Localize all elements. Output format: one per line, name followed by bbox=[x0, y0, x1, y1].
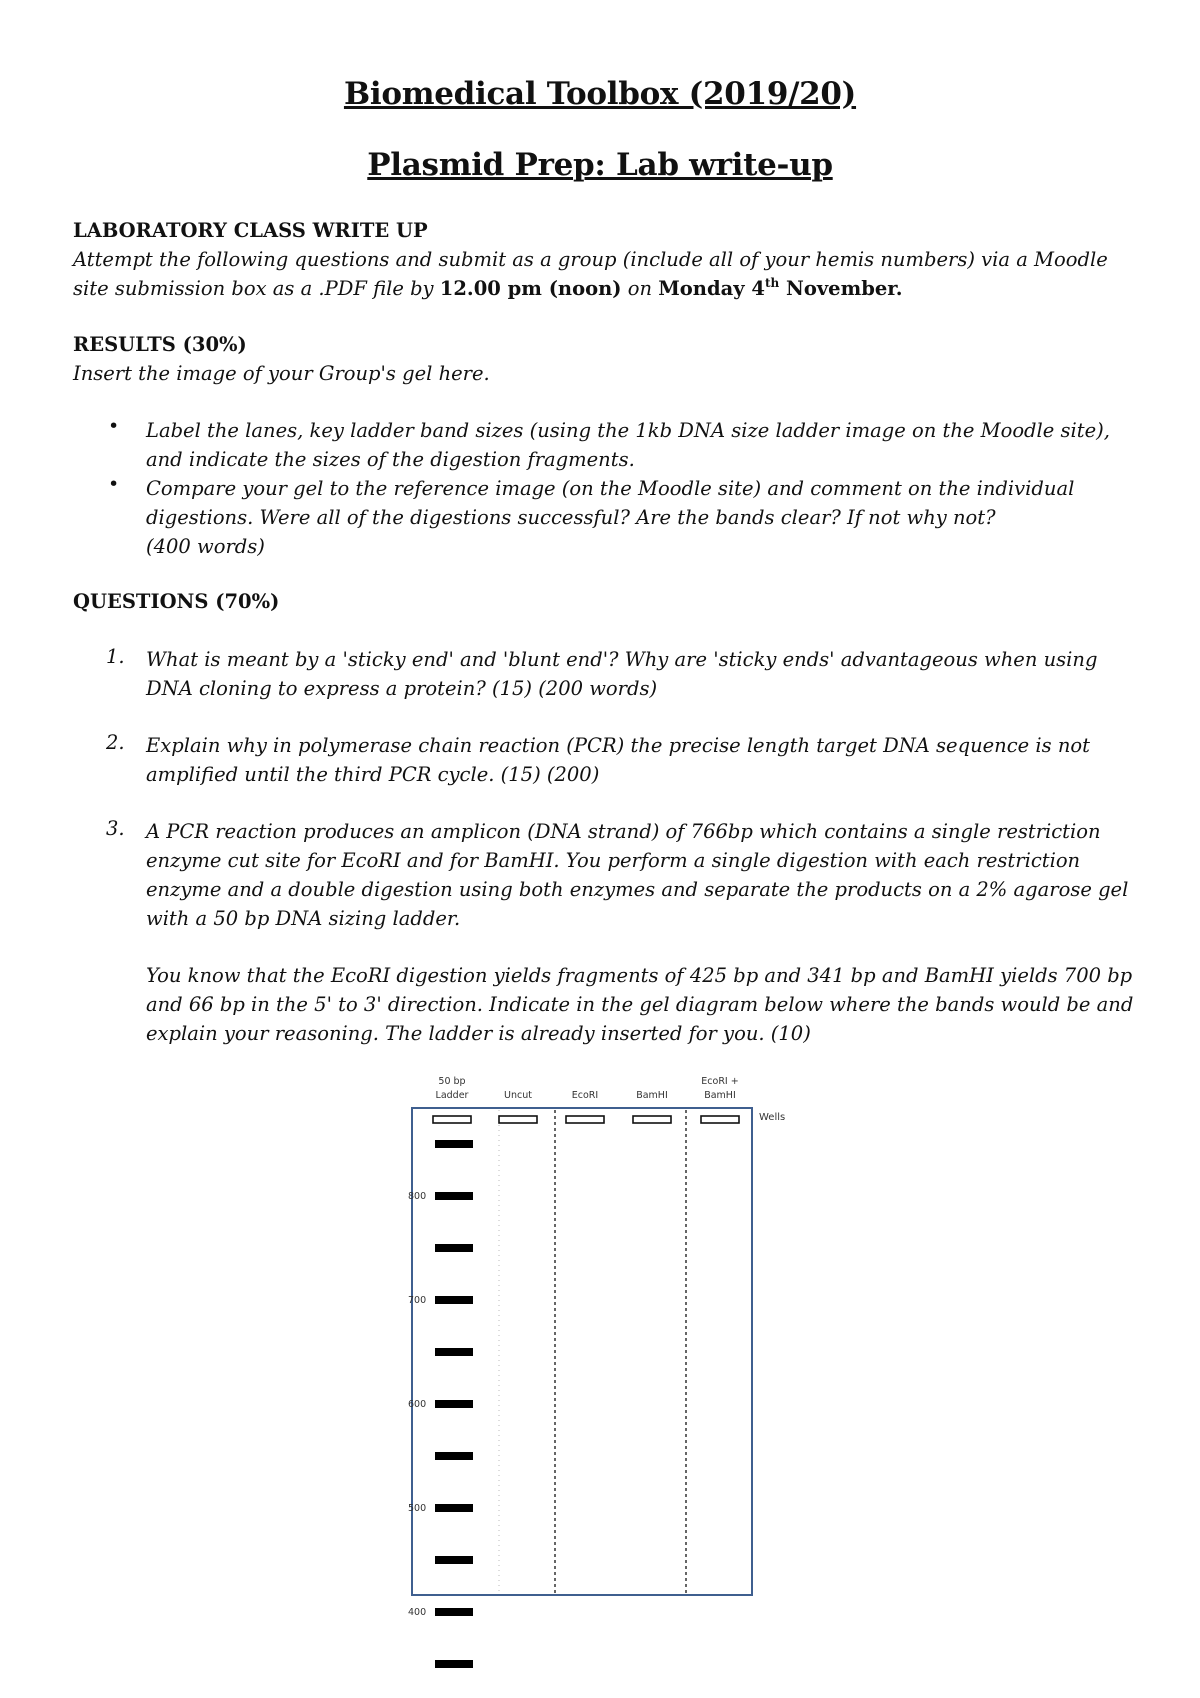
questions-heading bbox=[73, 587, 1143, 616]
deadline-date-main: Monday 4 bbox=[658, 277, 765, 300]
ladder-band bbox=[435, 1348, 473, 1356]
bullet-mark: • bbox=[108, 473, 120, 495]
gel-diagram bbox=[400, 1070, 800, 1618]
results-heading: RESULTS (30%) bbox=[73, 333, 247, 356]
results-bullet-2: Compare your gel to the reference image (on the Moodle site) and comment on the individual digestions. Were all of the digestions successful? Are the bands clear? If not why not? bbox=[146, 477, 1075, 529]
well bbox=[701, 1116, 739, 1123]
ladder-band bbox=[435, 1504, 473, 1512]
results-section bbox=[73, 330, 1143, 388]
lane-label: BamHI bbox=[636, 1090, 668, 1101]
deadline-date-end: November. bbox=[779, 277, 903, 300]
wells-label: Wells bbox=[759, 1112, 786, 1123]
lab-on: on bbox=[621, 277, 659, 300]
well bbox=[633, 1116, 671, 1123]
ladder-band bbox=[435, 1452, 473, 1460]
document-subtitle: Plasmid Prep: Lab write-up bbox=[367, 147, 833, 183]
ladder-size-label: 400 bbox=[408, 1607, 427, 1618]
well bbox=[499, 1116, 537, 1123]
lane-label: EcoRI bbox=[571, 1090, 599, 1101]
ladder-size-label: 700 bbox=[408, 1295, 427, 1306]
results-word-count: (400 words) bbox=[146, 535, 265, 558]
lab-heading: LABORATORY CLASS WRITE UP bbox=[73, 219, 428, 242]
bullet-mark: • bbox=[108, 415, 120, 437]
lane-label: Ladder bbox=[435, 1090, 469, 1101]
question-2: Explain why in polymerase chain reaction (PCR) the precise length target DNA sequence is not amplified until the third PCR cycle. (15) (200) bbox=[146, 734, 1090, 786]
wells bbox=[433, 1116, 739, 1123]
ladder-band bbox=[435, 1400, 473, 1408]
question-3-part-2: You know that the EcoRI digestion yields fragments of 425 bp and 341 bp and BamHI yields 700 bp and 66 bp in the 5' to 3' direction. Indicate in the gel diagram below where the bands would be and explain your reasoning. The ladder is already inserted for you. (10) bbox=[146, 964, 1134, 1045]
ladder-bands bbox=[435, 1140, 473, 1698]
ladder-band bbox=[435, 1556, 473, 1564]
question-number-2: 2. bbox=[106, 731, 125, 754]
question-1: What is meant by a 'sticky end' and 'blunt end'? Why are 'sticky ends' advantageous when using DNA cloning to express a protein? (15) (200 words) bbox=[146, 648, 1098, 700]
well bbox=[566, 1116, 604, 1123]
ladder-size-label: 500 bbox=[408, 1503, 427, 1514]
ladder-band bbox=[435, 1192, 473, 1200]
lane-label: Uncut bbox=[504, 1090, 532, 1101]
lab-instructions bbox=[73, 245, 1143, 303]
deadline-date-suffix: th bbox=[764, 276, 780, 290]
ladder-band bbox=[435, 1244, 473, 1252]
results-intro: Insert the image of your Group's gel here. bbox=[73, 362, 490, 385]
deadline-date bbox=[658, 277, 902, 300]
lab-section bbox=[73, 216, 1143, 303]
ladder-size-labels bbox=[408, 1191, 426, 1698]
ladder-band bbox=[435, 1660, 473, 1668]
question-number-1: 1. bbox=[106, 645, 125, 668]
question-number-3: 3. bbox=[106, 817, 125, 840]
lane-label-top: EcoRI + bbox=[701, 1076, 739, 1087]
ladder-size-label: 600 bbox=[408, 1399, 427, 1410]
question-3: A PCR reaction produces an amplicon (DNA strand) of 766bp which contains a single restriction enzyme cut site for EcoRI and for BamHI. You perform a single digestion with each restriction enzyme and a double digestion using both enzymes and separate the products on a 2% agarose gel with a 50 bp DNA sizing ladder. bbox=[146, 820, 1129, 930]
ladder-band bbox=[435, 1140, 473, 1148]
ladder-band bbox=[435, 1608, 473, 1616]
ladder-band bbox=[435, 1296, 473, 1304]
deadline-time: 12.00 pm (noon) bbox=[439, 277, 622, 300]
lane-label: BamHI bbox=[704, 1090, 736, 1101]
questions-heading-text: QUESTIONS (70%) bbox=[73, 590, 280, 613]
lane-label-top: 50 bp bbox=[438, 1076, 466, 1087]
lane-labels bbox=[436, 1076, 739, 1101]
ladder-size-label: 800 bbox=[408, 1191, 427, 1202]
results-bullet-1: Label the lanes, key ladder band sizes (using the 1kb DNA size ladder image on the Moodle site), and indicate the sizes of the digestion fragments. bbox=[146, 419, 1110, 471]
lab-instructions-text: Attempt the following questions and submit as a group (include all of your hemis numbers) via a Moodle site submission box as a .PDF file by bbox=[73, 248, 1108, 300]
well bbox=[433, 1116, 471, 1123]
document-title: Biomedical Toolbox (2019/20) bbox=[343, 76, 857, 112]
